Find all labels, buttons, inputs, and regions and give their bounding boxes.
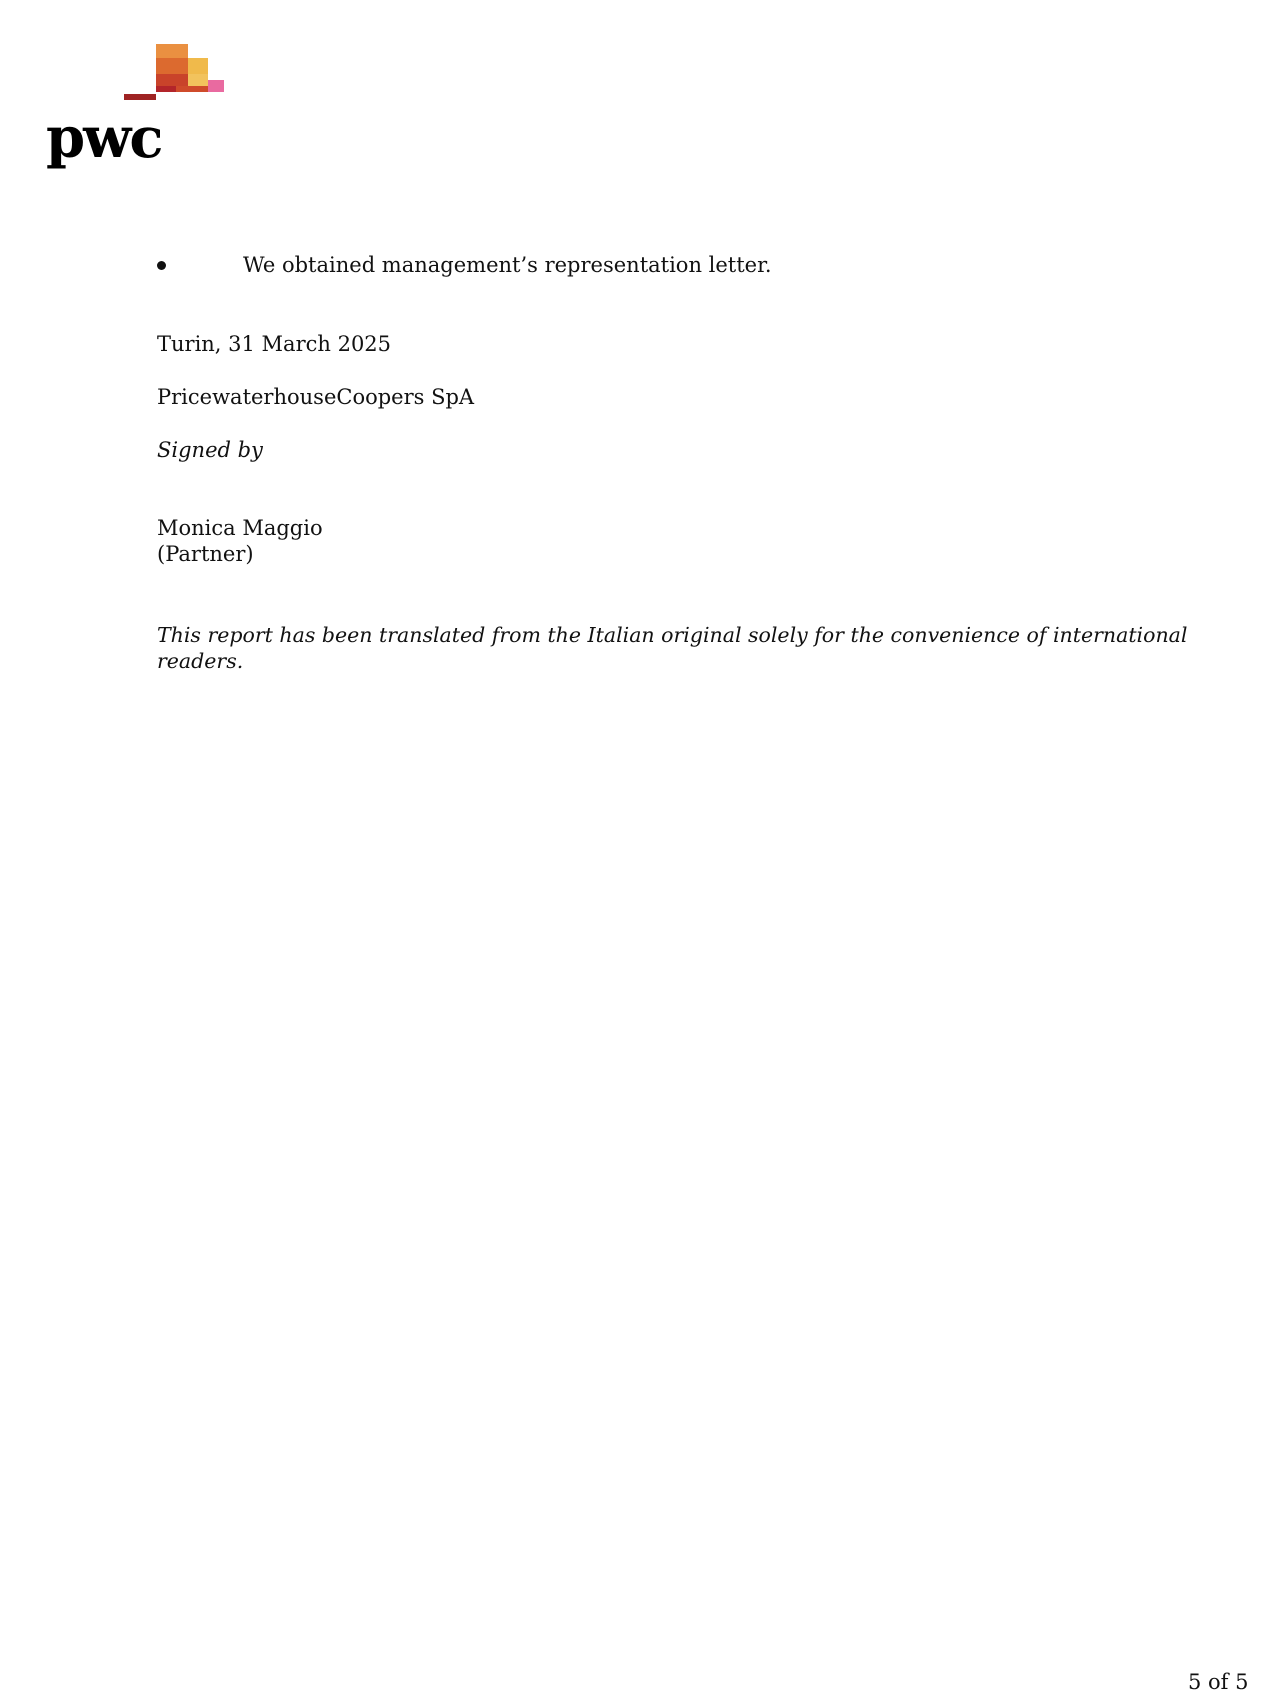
pwc-logo-wordmark: pwc xyxy=(46,105,162,171)
bullet-text: We obtained management’s representation letter. xyxy=(243,253,772,277)
signer-name: Monica Maggio xyxy=(157,516,323,540)
page-number: 5 of 5 xyxy=(1188,1670,1249,1694)
place-and-date: Turin, 31 March 2025 xyxy=(157,332,392,356)
bullet-list-item xyxy=(157,252,1157,282)
bullet-icon xyxy=(157,261,166,270)
translation-disclaimer: This report has been translated from the Italian original solely for the convenience of international readers. xyxy=(157,623,1188,673)
signer-role: (Partner) xyxy=(157,542,254,566)
pwc-logo-mark xyxy=(46,42,226,102)
signed-by-label: Signed by xyxy=(157,438,263,462)
pwc-logo xyxy=(46,42,226,171)
firm-name: PricewaterhouseCoopers SpA xyxy=(157,385,475,409)
